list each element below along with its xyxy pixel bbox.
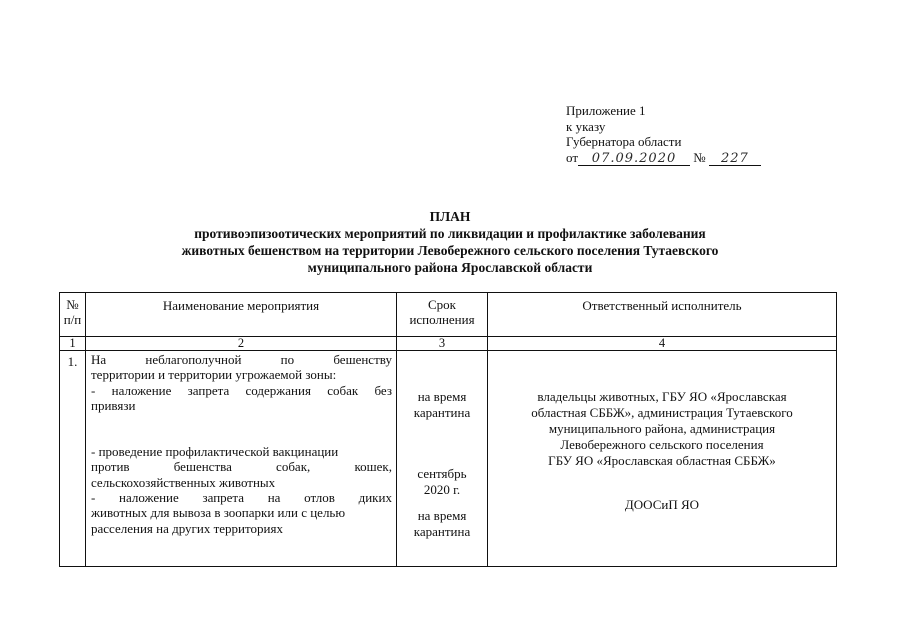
table-column-numbers-row — [60, 337, 837, 351]
term-1: на время карантина — [413, 389, 471, 420]
appendix-date-line — [566, 150, 761, 166]
column-number-2: 2 — [86, 337, 397, 351]
item3-line-2: животных для вывоза в зоопарки или с целью — [91, 505, 346, 521]
header-responsible: Ответственный исполнитель — [488, 293, 837, 337]
intro-line-2: территории и территории угрожаемой зоны: — [91, 367, 337, 383]
appendix-block — [566, 103, 761, 166]
title-line-2: противоэпизоотических мероприятий по ликвидации и профилактике заболевания — [194, 226, 706, 241]
appendix-line-3: Губернатора области — [566, 134, 682, 149]
table-row — [60, 351, 837, 567]
column-number-4: 4 — [488, 337, 837, 351]
header-number: № п/п — [60, 293, 86, 337]
item1-line-2: привязи — [91, 397, 136, 413]
plan-table — [59, 292, 837, 567]
term-cell — [397, 351, 488, 567]
item3-line-3: расселения на других территориях — [91, 520, 283, 536]
column-number-1: 1 — [60, 337, 86, 351]
item2-line-1: - проведение профилактической вакцинации — [91, 444, 339, 460]
header-name: Наименование мероприятия — [86, 293, 397, 337]
handwritten-number: 227 — [709, 152, 761, 166]
intro-line-1: На неблагополучной по бешенству — [91, 352, 392, 367]
spacer — [91, 413, 392, 444]
handwritten-date: 07.09.2020 — [578, 152, 690, 166]
responsible-2: ГБУ ЯО «Ярославская областная СББЖ» — [548, 453, 776, 468]
item3-line-1: - наложение запрета на отлов диких — [91, 490, 392, 506]
item2-line-2: против бешенства собак, кошек, — [91, 459, 392, 475]
item2-line-3: сельскохозяйственных животных — [91, 474, 276, 490]
measure-cell — [86, 351, 397, 567]
title-line-1: ПЛАН — [429, 209, 471, 224]
table-header-row — [60, 293, 837, 337]
document-title — [120, 208, 780, 276]
term-3: на время карантина — [413, 508, 471, 539]
responsible-1: владельцы животных, ГБУ ЯО «Ярославская областная СББЖ», администрация Тутаевского муниципального района, администрация Левобережного сельского поселения — [531, 389, 793, 452]
row-number: 1. — [60, 351, 86, 567]
item1-line-1: - наложение запрета содержания собак без — [91, 382, 392, 398]
responsible-cell — [488, 351, 837, 567]
appendix-line-2: к указу — [566, 118, 606, 134]
date-prefix: от — [566, 149, 579, 165]
column-number-3: 3 — [397, 337, 488, 351]
number-label: № — [693, 149, 706, 165]
appendix-line-1: Приложение 1 — [566, 103, 646, 118]
title-line-4: муниципального района Ярославской области — [307, 260, 593, 275]
title-line-3: животных бешенством на территории Левобережного сельского поселения Тутаевского — [181, 243, 719, 258]
header-term: Срок исполнения — [397, 293, 488, 337]
responsible-3: ДООСиП ЯО — [624, 497, 700, 512]
term-2: сентябрь 2020 г. — [417, 466, 467, 497]
